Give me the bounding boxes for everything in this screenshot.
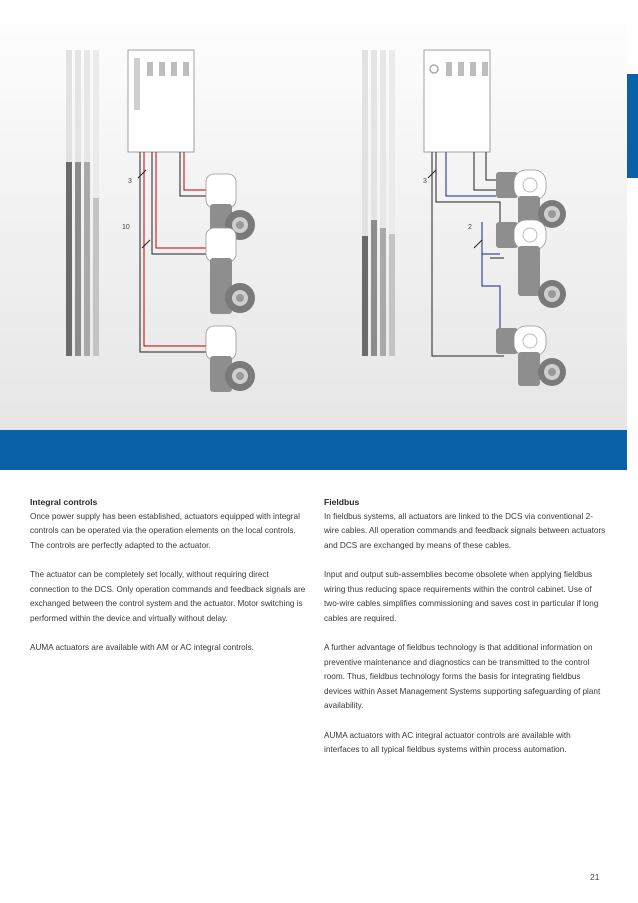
- chapter-tab: [627, 74, 638, 178]
- fieldbus-section: [324, 495, 606, 772]
- left-cable-count-side: 10: [122, 224, 130, 231]
- integral-controls-heading: Integral controls: [30, 497, 98, 507]
- diagram-panel: [0, 0, 627, 430]
- fieldbus-paragraph-3: A further advantage of fieldbus technology is that additional information on preventive maintenance and diagnostics can be transmitted to the control room. Thus, fieldbus technology forms the basis for integrating fieldbus devices within Asset Management Systems supporting safeguarding of plant availability.: [324, 642, 601, 711]
- wiring-diagram: [0, 0, 627, 430]
- right-control-cabinet: [424, 50, 490, 152]
- right-cable-count-top: 3: [423, 178, 427, 185]
- integral-controls-paragraph-2: The actuator can be completely set locally, without requiring direct connection to the DCS. Only operation commands and feedback signals are exchanged between the control system and the actuator. Motor switching is performed within the device and virtually without delay.: [30, 569, 306, 623]
- right-cable-count-side: 2: [468, 224, 472, 231]
- left-actuator-2: [206, 228, 255, 314]
- integral-controls-section: [30, 495, 310, 670]
- page-number: 21: [590, 872, 600, 882]
- right-actuator-2: [496, 220, 566, 308]
- integral-controls-paragraph-3: AUMA actuators are available with AM or AC integral controls.: [30, 642, 254, 652]
- fieldbus-paragraph-4: AUMA actuators with AC integral actuator controls are available with interfaces to all typical fieldbus systems within process automation.: [324, 730, 571, 755]
- right-fieldbus-wiring: [428, 152, 504, 356]
- right-actuator-1: [496, 170, 566, 228]
- left-signal-bars: [66, 50, 99, 356]
- fieldbus-heading: Fieldbus: [324, 497, 360, 507]
- section-divider-band: [0, 430, 627, 470]
- right-signal-bars: [362, 50, 395, 356]
- integral-controls-paragraph-1: Once power supply has been established, actuators equipped with integral controls can be operated via the operation elements on the local controls. The controls are perfectly adapted to the actuator.: [30, 511, 300, 550]
- left-cable-count-top: 3: [128, 178, 132, 185]
- left-actuator-3: [206, 326, 255, 392]
- fieldbus-paragraph-1: In fieldbus systems, all actuators are linked to the DCS via conventional 2-wire cables. All operation commands and feedback signals between actuators and DCS are exchanged by means of these cables.: [324, 511, 606, 550]
- left-control-cabinet: [128, 50, 194, 152]
- right-actuator-3: [496, 326, 566, 386]
- fieldbus-paragraph-2: Input and output sub-assemblies become obsolete when applying fieldbus wiring thus reducing space requirements within the control cabinet. Use of two-wire cables simplifies commissioning and saves cost in particular if long cables are required.: [324, 569, 599, 623]
- left-parallel-wiring: [138, 152, 206, 352]
